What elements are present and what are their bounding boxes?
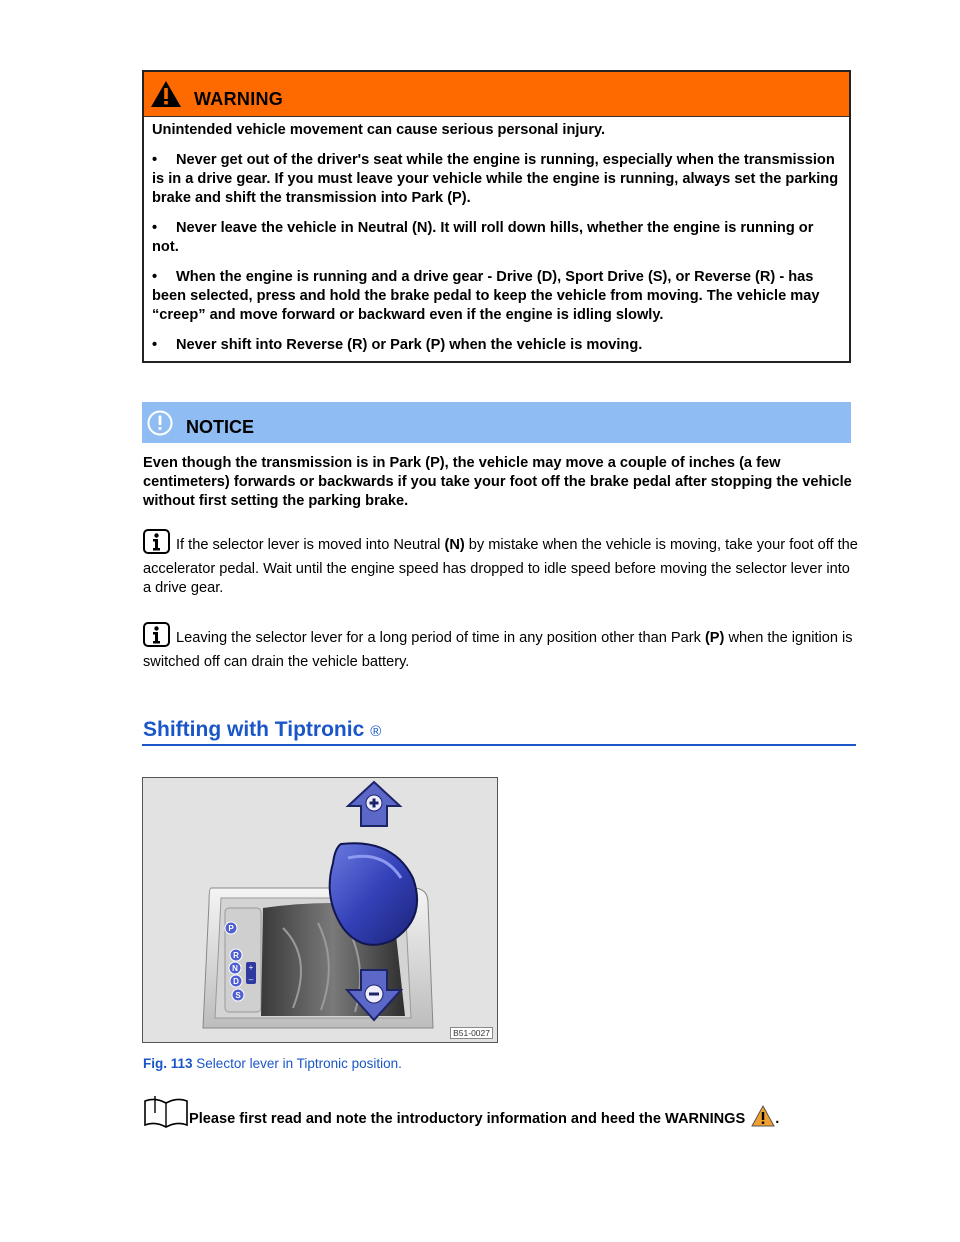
warning-header xyxy=(144,72,849,117)
warning-triangle-icon xyxy=(150,80,182,108)
bullet-icon: • xyxy=(152,337,158,353)
warning-intro: Unintended vehicle movement can cause serious personal injury. xyxy=(152,122,606,138)
exclamation-circle-icon xyxy=(146,409,174,437)
gear-label-d: D xyxy=(233,977,239,986)
gear-label-r: R xyxy=(233,951,239,960)
gear-label-p: P xyxy=(228,924,234,933)
tiptronic-minus-label: – xyxy=(248,975,254,984)
info-icon xyxy=(143,529,170,560)
section-title: Shifting with Tiptronic ® xyxy=(143,718,382,741)
warning-small-icon[interactable] xyxy=(751,1105,775,1127)
warning-item: • Never shift into Reverse (R) or Park (P) when the vehicle is moving. xyxy=(152,337,643,353)
warning-item: • Never leave the vehicle in Neutral (N). It will roll down hills, whether the engine is running or not. xyxy=(152,220,814,255)
notice-text: Even though the transmission is in Park (P), the vehicle may move a couple of inches (a few centimeters) forwards or backwards if you take your foot off the brake pedal after stopping the vehicle without first setting the parking brake. xyxy=(143,455,852,509)
registered-mark: ® xyxy=(370,723,382,740)
bullet-icon: • xyxy=(152,269,158,285)
tiptronic-plus-label: + xyxy=(248,963,254,972)
bullet-icon: • xyxy=(152,220,158,236)
gear-label-s: S xyxy=(235,991,241,1000)
warning-item: • When the engine is running and a drive gear - Drive (D), Sport Drive (S), or Reverse (R) - has been selected, press and hold the brake pedal to keep the vehicle from moving. The vehicle may “creep” and move forward or backward even if the engine is idling slowly. xyxy=(152,269,820,323)
info-note: If the selector lever is moved into Neutral (N) by mistake when the vehicle is moving, take your foot off the accelerator pedal. Wait until the engine speed has dropped to idle speed before moving the selector lever into a drive gear. xyxy=(143,529,858,598)
warning-title: WARNING xyxy=(194,88,284,109)
gear-label-n: N xyxy=(232,964,238,973)
read-note: Please first read and note the introductory information and heed the WARNINGS . xyxy=(143,1093,863,1129)
section-divider xyxy=(142,744,856,746)
bullet-icon: • xyxy=(152,152,158,168)
info-note: Leaving the selector lever for a long period of time in any position other than Park (P) when the ignition is switched off can drain the vehicle battery. xyxy=(143,622,858,672)
figure-code: B51-0027 xyxy=(450,1027,493,1039)
open-book-icon xyxy=(143,1095,189,1129)
warning-box xyxy=(142,70,851,363)
notice-title: NOTICE xyxy=(186,417,255,437)
warning-item: • Never get out of the driver's seat while the engine is running, especially when the transmission is in a drive gear. If you must leave your vehicle while the engine is running, always set the parking brake and shift the transmission into Park (P). xyxy=(152,152,839,206)
figure-caption: Fig. 113 Selector lever in Tiptronic position. xyxy=(143,1056,402,1071)
selector-lever-figure xyxy=(142,777,498,1043)
info-icon xyxy=(143,622,170,653)
warning-body xyxy=(144,117,849,361)
notice-header xyxy=(142,402,851,443)
